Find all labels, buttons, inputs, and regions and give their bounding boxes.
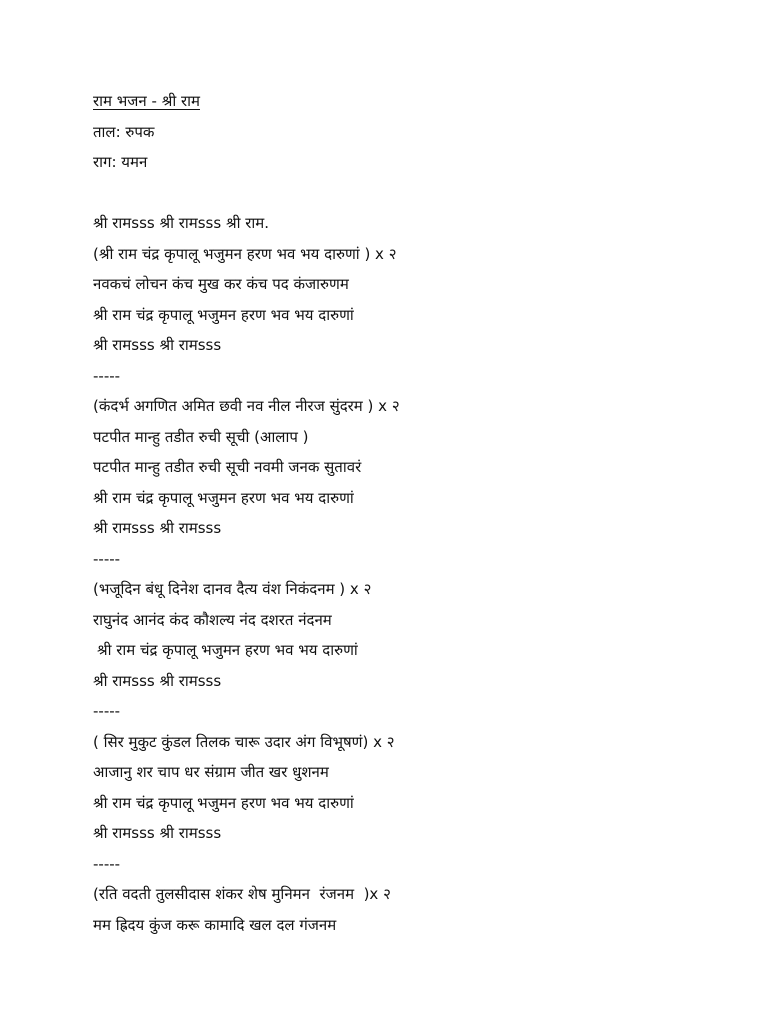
lyric-line: श्री रामsss श्री रामsss श्री राम. (93, 214, 269, 232)
section-divider: ----- (93, 366, 121, 385)
lyric-line: (कंदर्भ अगणित अमित छवी नव नील नीरज सुंदरम ) x २ (93, 397, 400, 415)
lyrics-document (93, 86, 733, 940)
document-title: राम भजन - श्री राम (93, 92, 200, 110)
raag-line: राग: यमन (93, 153, 148, 171)
lyric-line: श्री रामsss श्री रामsss (93, 336, 222, 354)
section-divider: ----- (93, 549, 121, 568)
lyric-line: ( सिर मुकुट कुंडल तिलक चारू उदार अंग विभूषणं) x २ (93, 732, 395, 751)
lyric-line: श्री राम चंद्र कृपालू भजुमन हरण भव भय दारुणां (93, 793, 354, 812)
section-divider: ----- (93, 702, 121, 720)
lyric-line: नवकचं लोचन कंच मुख कर कंच पद कंजारुणम (93, 275, 349, 293)
lyric-line: श्री राम चंद्र कृपालू भजुमन हरण भव भय दारुणां (93, 488, 354, 507)
lyric-line: श्री राम चंद्र कृपालू भजुमन हरण भव भय दारुणां (93, 305, 354, 324)
lyric-line: मम ह्रिदय कुंज करू कामादि खल दल गंजनम (93, 915, 337, 934)
lyric-line: (भजूदिन बंधू दिनेश दानव दैत्य वंश निकंदनम ) x २ (93, 580, 372, 598)
section-divider: ----- (93, 854, 121, 873)
lyric-line: श्री राम चंद्र कृपालू भजुमन हरण भव भय दारुणां (97, 641, 358, 659)
lyric-line: पटपीत मान्हु तडीत रुची सूची नवमी जनक सुतावरं (93, 458, 362, 476)
lyric-line: आजानु शर चाप धर संग्राम जीत खर धुशनम (93, 763, 329, 781)
blank-line (93, 178, 733, 209)
lyric-line: राघुनंद आनंद कंद कौशल्य नंद दशरत नंदनम (93, 610, 332, 629)
lyric-line: (रति वदती तुलसीदास शंकर शेष मुनिमन रंजनम )x २ (93, 885, 391, 903)
lyric-line: श्री रामsss श्री रामsss (93, 824, 222, 842)
lyric-line: (श्री राम चंद्र कृपालू भजुमन हरण भव भय दारुणां ) x २ (93, 244, 397, 263)
lyric-line: श्री रामsss श्री रामsss (93, 671, 222, 690)
lyric-line: श्री रामsss श्री रामsss (93, 519, 222, 537)
taal-line: ताल: रुपक (93, 122, 155, 141)
lyric-line: पटपीत मान्हु तडीत रुची सूची (आलाप ) (93, 427, 309, 446)
